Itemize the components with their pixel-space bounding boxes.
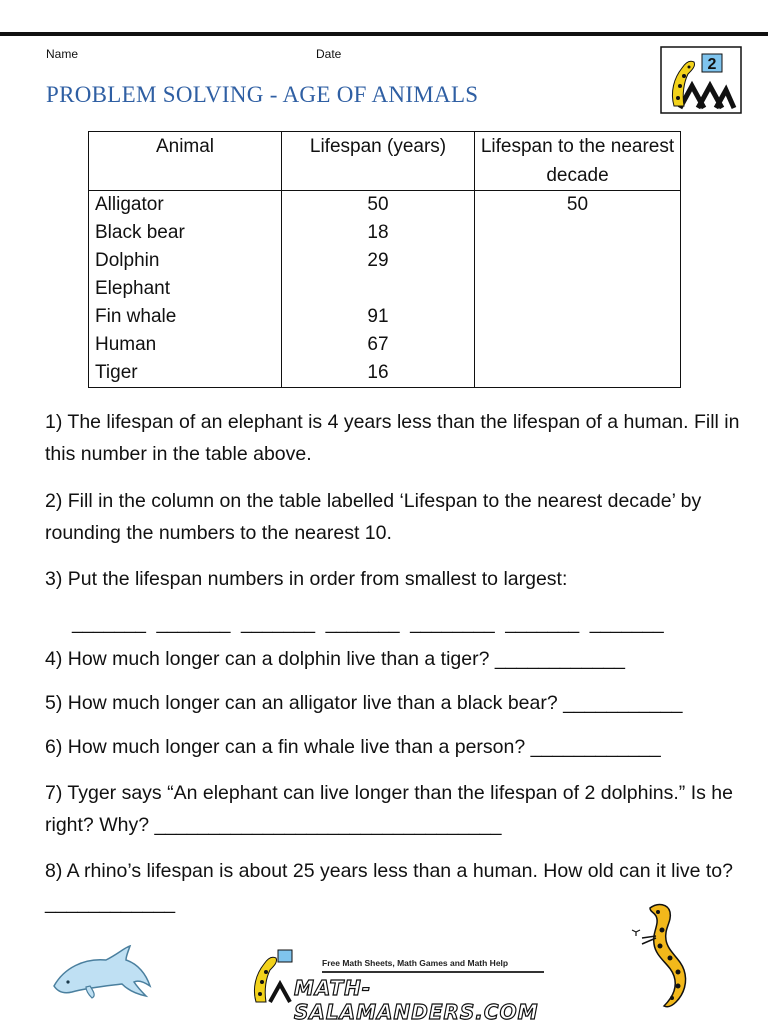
animal-name: Elephant — [89, 275, 282, 303]
table-row — [89, 247, 681, 275]
lifespan-value: 18 — [282, 219, 475, 247]
name-label: Name — [46, 47, 79, 61]
footer-divider — [322, 971, 544, 973]
table-row — [89, 331, 681, 359]
animal-name: Black bear — [89, 219, 282, 247]
table-row — [89, 191, 681, 220]
salamander-icon — [628, 900, 708, 1010]
header-lifespan: Lifespan (years) — [282, 132, 475, 191]
animal-name: Alligator — [89, 191, 282, 220]
animal-name: Fin whale — [89, 303, 282, 331]
table-row — [89, 219, 681, 247]
footer-site-link[interactable]: MATH-SALAMANDERS.COM — [294, 976, 539, 1024]
animal-name: Human — [89, 331, 282, 359]
animal-name: Dolphin — [89, 247, 282, 275]
lifespan-value: 91 — [282, 303, 475, 331]
animal-lifespan-table — [88, 131, 681, 388]
question-7: 7) Tyger says “An elephant can live longer than the lifespan of 2 dolphins.” Is he right? Why? ________________________________ — [45, 782, 733, 836]
table-row — [89, 275, 681, 303]
question-3: 3) Put the lifespan numbers in order from smallest to largest: — [45, 568, 568, 590]
date-label: Date — [316, 47, 342, 61]
footer-brand — [250, 946, 550, 1024]
page-title: PROBLEM SOLVING - AGE OF ANIMALS — [46, 82, 479, 107]
dolphin-icon — [50, 942, 155, 1000]
header-nearest-decade: Lifespan to the nearest decade — [475, 132, 681, 191]
footer-salamander-icon — [250, 946, 296, 1004]
question-4: 4) How much longer can a dolphin live than a tiger? ____________ — [45, 648, 625, 670]
salamander-logo-icon — [660, 46, 742, 114]
rounded-value[interactable] — [475, 275, 681, 303]
lifespan-value: 50 — [282, 191, 475, 220]
rounded-value[interactable] — [475, 359, 681, 388]
question-5: 5) How much longer can an alligator live than a black bear? ___________ — [45, 692, 683, 714]
footer-tagline: Free Math Sheets, Math Games and Math Help — [322, 958, 509, 968]
animal-name: Tiger — [89, 359, 282, 388]
rounded-value[interactable] — [475, 303, 681, 331]
rounded-value[interactable] — [475, 331, 681, 359]
header-animal: Animal — [89, 132, 282, 191]
lifespan-value: 67 — [282, 331, 475, 359]
rounded-value[interactable]: 50 — [475, 191, 681, 220]
question-6: 6) How much longer can a fin whale live than a person? ____________ — [45, 736, 661, 758]
lifespan-value: 16 — [282, 359, 475, 388]
lifespan-value: 29 — [282, 247, 475, 275]
lifespan-value[interactable] — [282, 275, 475, 303]
logo-badge: 2 — [707, 56, 717, 73]
top-rule — [0, 32, 768, 36]
rounded-value[interactable] — [475, 219, 681, 247]
question-1: 1) The lifespan of an elephant is 4 years less than the lifespan of a human. Fill in this number in the table above. — [45, 411, 740, 465]
rounded-value[interactable] — [475, 247, 681, 275]
question-8: 8) A rhino’s lifespan is about 25 years less than a human. How old can it live to?____________ — [45, 860, 733, 914]
table-row — [89, 359, 681, 388]
table-row — [89, 303, 681, 331]
question-2: 2) Fill in the column on the table labelled ‘Lifespan to the nearest decade’ by rounding the numbers to the nearest 10. — [45, 490, 702, 544]
question-3-answer-blanks[interactable]: _______ _______ _______ _______ ________ _______ _______ — [72, 613, 664, 634]
